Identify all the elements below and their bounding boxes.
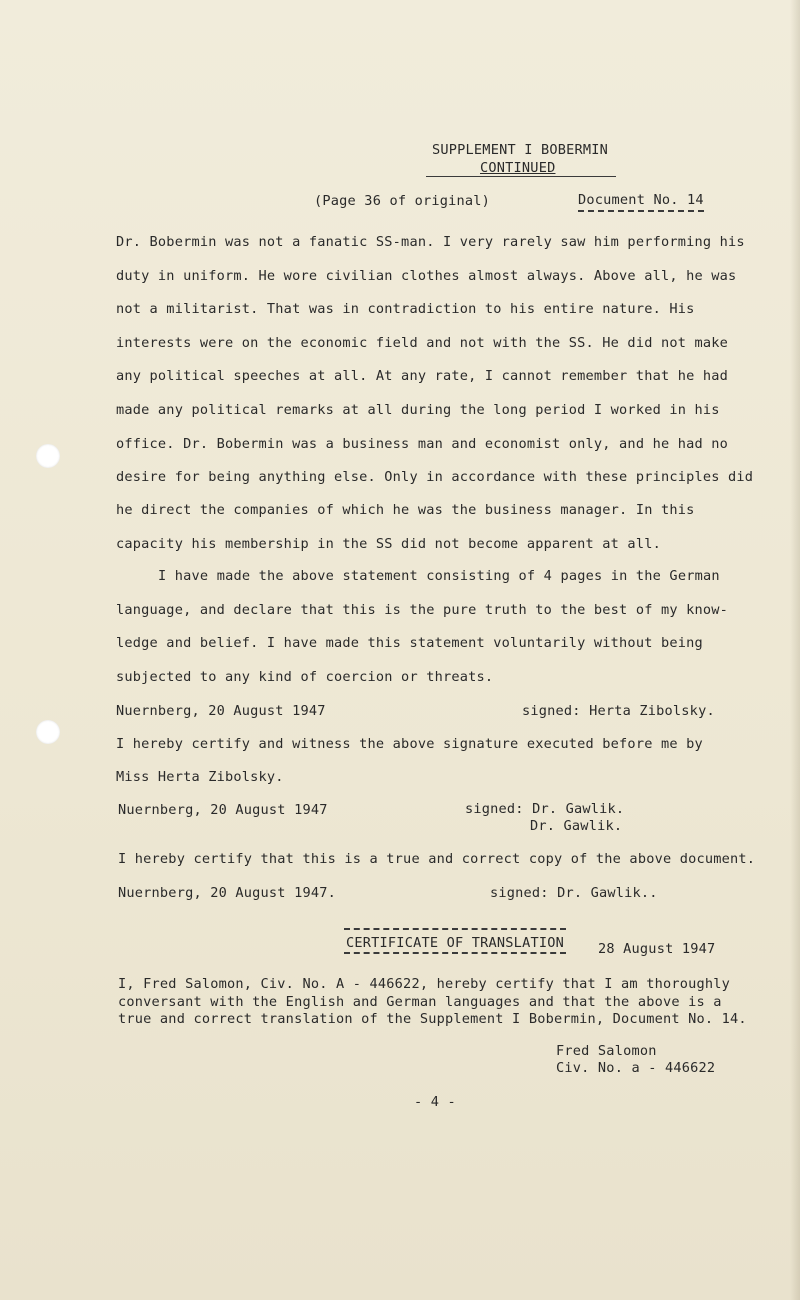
page-number: - 4 - [414, 1094, 456, 1110]
punch-hole-bottom [36, 720, 60, 744]
translator-civ-no: Civ. No. a - 446622 [556, 1060, 716, 1076]
copy-cert-line: I hereby certify that this is a true and correct copy of the above document. [118, 851, 756, 867]
paragraph2-line: subjected to any kind of coercion or threats. [116, 669, 494, 685]
translator-name: Fred Salomon [556, 1043, 657, 1059]
paragraph1-line: interests were on the economic field and not with the SS. He did not make [116, 335, 729, 351]
translation-line: I, Fred Salomon, Civ. No. A - 446622, hereby certify that I am thoroughly [118, 976, 731, 992]
header-title-line1: SUPPLEMENT I BOBERMIN [432, 142, 609, 158]
signature1-place-date: Nuernberg, 20 August 1947 [116, 703, 326, 719]
translation-line: true and correct translation of the Supplement I Bobermin, Document No. 14. [118, 1011, 747, 1027]
witness-signed2: Dr. Gawlik. [530, 818, 623, 834]
translation-rule-bottom [344, 952, 566, 954]
document-number: Document No. 14 [578, 192, 704, 212]
paragraph1-line: desire for being anything else. Only in accordance with these principles did [116, 469, 754, 485]
punch-hole-top [36, 444, 60, 468]
witness-line2: Miss Herta Zibolsky. [116, 769, 284, 785]
page-edge-shadow [790, 0, 800, 1300]
witness-signed: signed: Dr. Gawlik. [465, 801, 625, 817]
translation-date: 28 August 1947 [598, 941, 716, 957]
witness-place-date: Nuernberg, 20 August 1947 [118, 802, 328, 818]
translation-heading: CERTIFICATE OF TRANSLATION [346, 935, 564, 951]
header-title-line2: CONTINUED [480, 160, 556, 176]
paragraph1-line: made any political remarks at all during the long period I worked in his [116, 402, 720, 418]
paragraph2-line: ledge and belief. I have made this statement voluntarily without being [116, 635, 703, 651]
translation-rule-top [344, 928, 566, 930]
page-of-original: (Page 36 of original) [314, 193, 491, 209]
header-rule [426, 176, 616, 177]
paragraph1-line: he direct the companies of which he was the business manager. In this [116, 502, 695, 518]
copy-cert-signed: signed: Dr. Gawlik.. [490, 885, 658, 901]
paragraph1-line: capacity his membership in the SS did not become apparent at all. [116, 536, 661, 552]
copy-cert-place-date: Nuernberg, 20 August 1947. [118, 885, 336, 901]
paragraph1-line: duty in uniform. He wore civilian clothes almost always. Above all, he was [116, 268, 737, 284]
witness-line1: I hereby certify and witness the above signature executed before me by [116, 736, 703, 752]
paragraph2-line: language, and declare that this is the pure truth to the best of my know- [116, 602, 729, 618]
paragraph1-line: office. Dr. Bobermin was a business man and economist only, and he had no [116, 436, 729, 452]
paragraph1-line: not a militarist. That was in contradiction to his entire nature. His [116, 301, 695, 317]
paragraph1-line: any political speeches at all. At any rate, I cannot remember that he had [116, 368, 729, 384]
paragraph2-line: I have made the above statement consisting of 4 pages in the German [158, 568, 720, 584]
signature1-signed: signed: Herta Zibolsky. [522, 703, 715, 719]
paragraph1-line: Dr. Bobermin was not a fanatic SS-man. I very rarely saw him performing his [116, 234, 745, 250]
translation-line: conversant with the English and German languages and that the above is a [118, 994, 722, 1010]
